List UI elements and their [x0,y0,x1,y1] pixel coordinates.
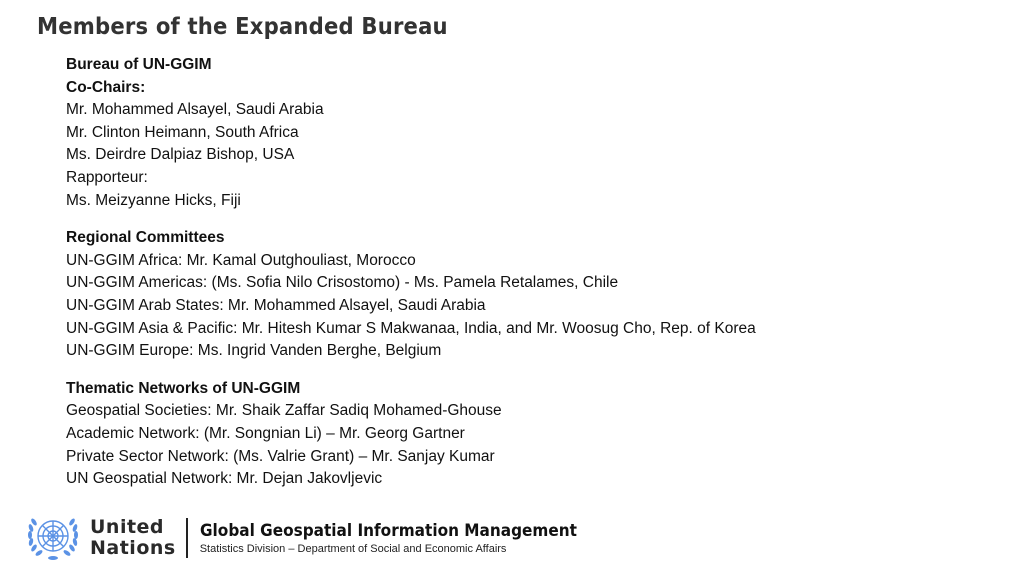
slide-title: Members of the Expanded Bureau [37,14,448,40]
section-bureau [66,54,966,212]
list-item: UN-GGIM Africa: Mr. Kamal Outghouliast, Morocco [66,251,416,269]
list-item: Co-Chairs: [66,78,146,96]
list-item: Rapporteur: [66,168,148,186]
un-emblem-icon [24,512,82,564]
section-heading: Thematic Networks of UN-GGIM [66,379,301,397]
section-heading: Regional Committees [66,229,225,247]
list-item: UN-GGIM Americas: (Ms. Sofia Nilo Crisostomo) - Ms. Pamela Retalames, Chile [66,274,619,292]
footer-divider [186,518,188,558]
list-item: Geospatial Societies: Mr. Shaik Zaffar Sadiq Mohamed-Ghouse [66,402,502,420]
list-item: Academic Network: (Mr. Songnian Li) – Mr. Georg Gartner [66,424,465,442]
list-item: UN-GGIM Asia & Pacific: Mr. Hitesh Kumar S Makwanaa, India, and Mr. Woosug Cho, Rep. of Korea [66,319,756,337]
program-subtitle: Statistics Division – Department of Social and Economic Affairs [199,542,507,555]
program-info [200,521,619,556]
list-item: Ms. Deirdre Dalpiaz Bishop, USA [66,146,295,164]
section-heading: Bureau of UN-GGIM [66,56,212,73]
list-item: UN-GGIM Europe: Ms. Ingrid Vanden Berghe, Belgium [66,342,442,360]
section-thematic-networks [66,378,966,491]
org-name [90,517,176,559]
program-title: Global Geospatial Information Management [199,520,577,541]
footer [24,512,619,564]
list-item: UN-GGIM Arab States: Mr. Mohammed Alsayel, Saudi Arabia [66,296,486,314]
list-item: Mr. Mohammed Alsayel, Saudi Arabia [66,101,324,119]
org-name-line2: Nations [90,537,176,559]
list-item: UN Geospatial Network: Mr. Dejan Jakovljevic [66,470,383,488]
content-area [66,54,966,506]
list-item: Private Sector Network: (Ms. Valrie Grant) – Mr. Sanjay Kumar [66,447,495,465]
list-item: Ms. Meizyanne Hicks, Fiji [66,191,241,209]
section-regional-committees [66,227,966,363]
org-name-line1: United [90,516,165,538]
list-item: Mr. Clinton Heimann, South Africa [66,123,299,141]
